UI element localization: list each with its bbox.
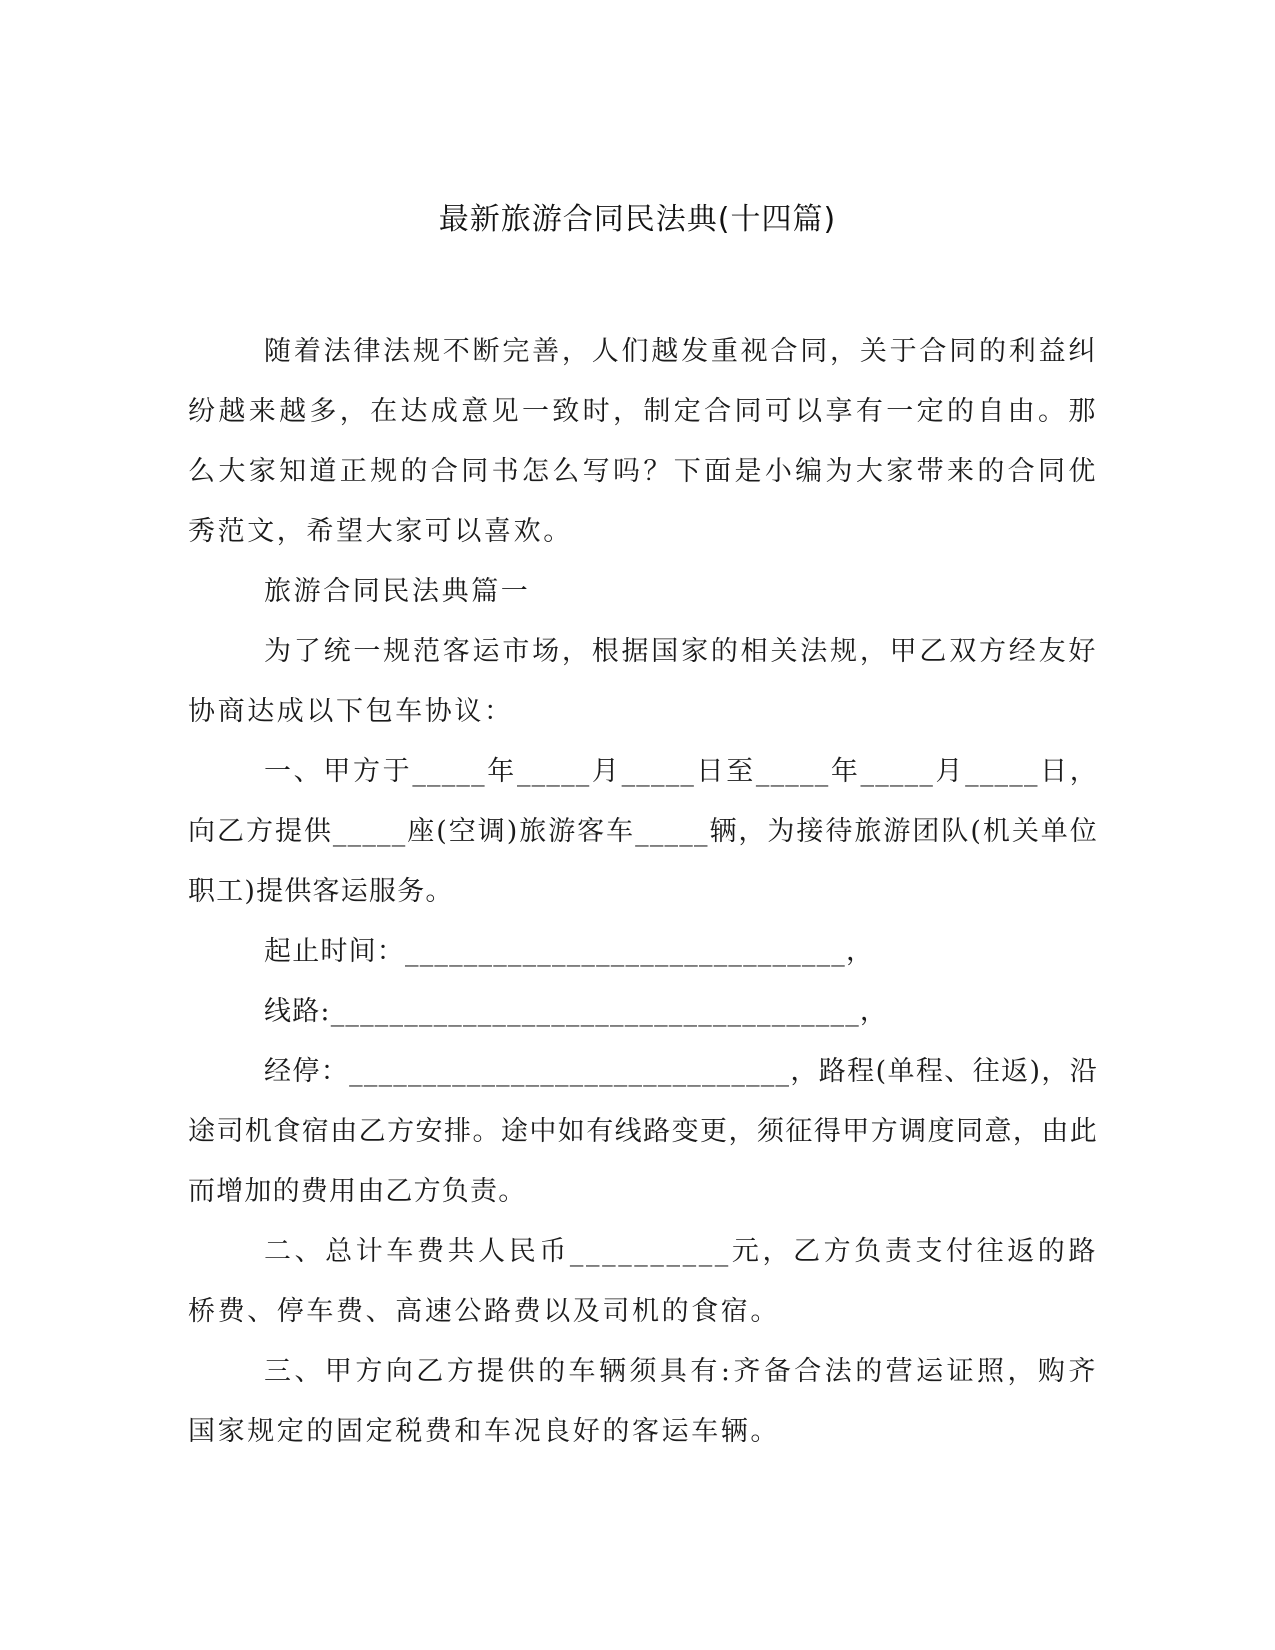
clause-two: 二、总计车费共人民币__________元，乙方负责支付往返的路桥费、停车费、高速公路费以及司机的食宿。 <box>188 1236 1098 1327</box>
document-title: 最新旅游合同民法典(十四篇) <box>438 202 837 237</box>
route-line: 线路:____________________________________， <box>264 996 889 1027</box>
clause-one: 一、甲方于_____年_____月_____日至_____年_____月_____日，向乙方提供_____座(空调)旅游客车_____辆，为接待旅游团队(机关单位职工)提供客运服务。 <box>188 756 1098 907</box>
intro-paragraph: 随着法律法规不断完善，人们越发重视合同，关于合同的利益纠纷越来越多，在达成意见一致时，制定合同可以享有一定的自由。那么大家知道正规的合同书怎么写吗？下面是小编为大家带来的合同优秀范文，希望大家可以喜欢。 <box>188 336 1098 547</box>
agreement-preamble: 为了统一规范客运市场，根据国家的相关法规，甲乙双方经友好协商达成以下包车协议： <box>188 636 1098 727</box>
section-heading: 旅游合同民法典篇一 <box>264 576 531 607</box>
stopover-paragraph: 经停：______________________________，路程(单程、往返)，沿途司机食宿由乙方安排。途中如有线路变更，须征得甲方调度同意，由此而增加的费用由乙方负责。 <box>188 1056 1098 1207</box>
start-end-time-line: 起止时间：______________________________， <box>264 936 875 967</box>
document-body <box>188 322 1098 1462</box>
clause-three: 三、甲方向乙方提供的车辆须具有:齐备合法的营运证照，购齐国家规定的固定税费和车况良好的客运车辆。 <box>188 1356 1098 1447</box>
